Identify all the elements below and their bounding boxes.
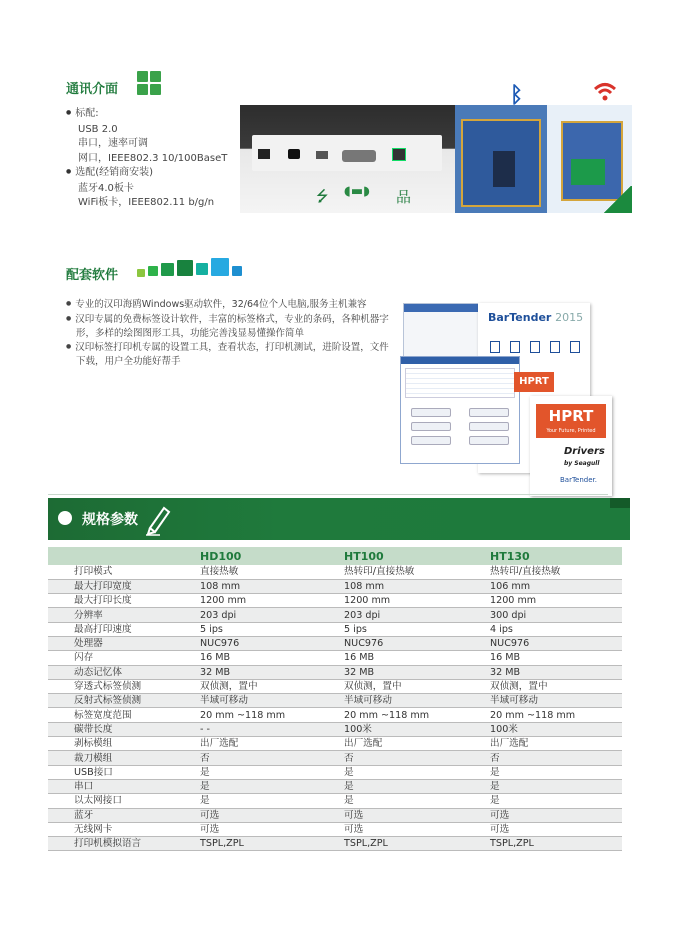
spec-table — [48, 547, 622, 851]
spec-value-cell: 4 ips — [486, 622, 622, 636]
table-row — [48, 808, 622, 822]
bartender-version: 2015 — [555, 311, 584, 324]
spec-value-cell: 出厂选配 — [486, 737, 622, 751]
spec-value-cell: 1200 mm — [340, 594, 486, 608]
optional-label: ● 选配(经销商安装) — [66, 166, 227, 182]
spec-label-cell: 分辨率 — [48, 608, 196, 622]
pencil-icon — [144, 502, 172, 536]
usb-port — [316, 151, 328, 159]
spec-value-cell: TSPL,ZPL — [486, 837, 622, 851]
spec-value-cell: 32 MB — [196, 665, 340, 679]
table-row — [48, 579, 622, 593]
spec-value-cell: 热转印/直接热敏 — [486, 565, 622, 579]
spec-value-cell: 双侦测，置中 — [486, 679, 622, 693]
spec-value-cell: 是 — [196, 765, 340, 779]
table-row — [48, 794, 622, 808]
power-socket — [288, 149, 300, 159]
spec-value-cell: 否 — [486, 751, 622, 765]
spec-label-cell: 处理器 — [48, 636, 196, 650]
standard-item: USB 2.0 — [78, 123, 118, 135]
spec-value-cell: 1200 mm — [486, 594, 622, 608]
spec-value-cell: 32 MB — [340, 665, 486, 679]
standard-item: 网口，IEEE802.3 10/100BaseT — [78, 152, 228, 164]
standard-item: 串口，速率可调 — [78, 138, 148, 149]
spec-value-cell: 1200 mm — [196, 594, 340, 608]
table-row — [48, 779, 622, 793]
spec-value-cell: TSPL,ZPL — [340, 837, 486, 851]
spec-value-cell: 可选 — [340, 822, 486, 836]
spec-label-cell: USB接口 — [48, 765, 196, 779]
windows-grid-icon — [137, 71, 161, 95]
interface-list — [66, 107, 227, 211]
color-tiles-decoration — [137, 258, 247, 280]
spec-label-cell: 剥标模组 — [48, 737, 196, 751]
hprt-logo: HPRT — [548, 407, 594, 425]
table-row — [48, 622, 622, 636]
spec-value-cell: 直接热敏 — [196, 565, 340, 579]
bluetooth-icon: ᛒ — [510, 83, 524, 108]
spec-value-cell: 20 mm ~118 mm — [196, 708, 340, 722]
spec-value-cell: 16 MB — [340, 651, 486, 665]
drivers-by: by Seagull — [564, 460, 600, 467]
table-row — [48, 822, 622, 836]
drivers-bartender: BarTender. — [560, 476, 598, 484]
standard-label: ● 标配: — [66, 107, 227, 123]
spec-value-cell: 是 — [486, 779, 622, 793]
spec-value-cell: NUC976 — [340, 636, 486, 650]
spec-value-cell: 可选 — [196, 822, 340, 836]
software-item: ● 专业的汉印海鸥Windows驱动软件，32/64位个人电脑,服务主机兼容 — [66, 298, 391, 313]
spec-header-row — [48, 547, 622, 565]
spec-header-cell: HD100 — [196, 547, 340, 565]
spec-value-cell: 可选 — [340, 808, 486, 822]
specs-banner — [48, 498, 630, 540]
bullet-dot-icon — [58, 511, 72, 525]
spec-value-cell: 32 MB — [486, 665, 622, 679]
spec-value-cell: 是 — [196, 794, 340, 808]
spec-value-cell: 半域可移动 — [340, 694, 486, 708]
serial-port — [342, 150, 376, 162]
spec-label-cell: 串口 — [48, 779, 196, 793]
software-heading: 配套软件 — [66, 268, 119, 283]
spec-value-cell: 否 — [340, 751, 486, 765]
usb-icon: ⭍ — [316, 187, 329, 205]
serial-icon: ◖▬◗ — [344, 184, 370, 199]
spec-value-cell: NUC976 — [196, 636, 340, 650]
table-row — [48, 651, 622, 665]
spec-label-cell: 反射式标签侦测 — [48, 694, 196, 708]
table-row — [48, 636, 622, 650]
spec-value-cell: 20 mm ~118 mm — [486, 708, 622, 722]
spec-value-cell: NUC976 — [486, 636, 622, 650]
spec-header-cell: HT100 — [340, 547, 486, 565]
table-row — [48, 608, 622, 622]
spec-label-cell: 穿透式标签侦测 — [48, 679, 196, 693]
spec-value-cell: 热转印/直接热敏 — [340, 565, 486, 579]
spec-label-cell: 最高打印速度 — [48, 622, 196, 636]
network-icon: 品 — [396, 188, 412, 206]
spec-value-cell: 是 — [486, 794, 622, 808]
spec-value-cell: 203 dpi — [340, 608, 486, 622]
software-item: ● 汉印标签打印机专属的设置工具，查看状态，打印机测试，进阶设置，文件下载，用户全功能好帮手 — [66, 341, 391, 369]
spec-value-cell: - - — [196, 722, 340, 736]
table-row — [48, 679, 622, 693]
spec-value-cell: 否 — [196, 751, 340, 765]
drivers-box — [530, 396, 612, 496]
specs-heading: 规格参数 — [82, 512, 138, 528]
hprt-tagline: Your Future, Printed — [546, 428, 596, 434]
spec-value-cell: 16 MB — [486, 651, 622, 665]
spec-header-cell — [48, 547, 196, 565]
spec-value-cell: 可选 — [196, 808, 340, 822]
spec-label-cell: 闪存 — [48, 651, 196, 665]
spec-value-cell: 双侦测，置中 — [340, 679, 486, 693]
interface-heading: 通讯介面 — [66, 82, 119, 97]
spec-value-cell: 半域可移动 — [196, 694, 340, 708]
spec-value-cell: 106 mm — [486, 579, 622, 593]
spec-label-cell: 打印机模拟语言 — [48, 837, 196, 851]
spec-label-cell: 以太网接口 — [48, 794, 196, 808]
spec-label-cell: 最大打印宽度 — [48, 579, 196, 593]
software-screenshot-front — [400, 356, 520, 464]
spec-label-cell: 标签宽度范围 — [48, 708, 196, 722]
spec-value-cell: 108 mm — [196, 579, 340, 593]
spec-value-cell: 203 dpi — [196, 608, 340, 622]
spec-value-cell: 半域可移动 — [486, 694, 622, 708]
spec-value-cell: 是 — [486, 765, 622, 779]
table-row — [48, 694, 622, 708]
table-row — [48, 737, 622, 751]
spec-value-cell: 可选 — [486, 808, 622, 822]
spec-value-cell: 20 mm ~118 mm — [340, 708, 486, 722]
spec-value-cell: 出厂选配 — [340, 737, 486, 751]
spec-value-cell: 双侦测，置中 — [196, 679, 340, 693]
software-item: ● 汉印专属的免费标签设计软件，丰富的标签格式，专业的条码，各种机器字形，多样的绘图图形工具，功能完善浅显易懂操作简单 — [66, 313, 391, 341]
spec-label-cell: 裁刀模组 — [48, 751, 196, 765]
table-row — [48, 722, 622, 736]
spec-value-cell: 16 MB — [196, 651, 340, 665]
spec-value-cell: 5 ips — [196, 622, 340, 636]
spec-label-cell: 蓝牙 — [48, 808, 196, 822]
spec-value-cell: 是 — [340, 765, 486, 779]
spec-label-cell: 无线网卡 — [48, 822, 196, 836]
spec-value-cell: 300 dpi — [486, 608, 622, 622]
spec-value-cell: 是 — [340, 794, 486, 808]
spec-label-cell: 最大打印长度 — [48, 594, 196, 608]
hprt-logo-small: HPRT — [514, 372, 554, 392]
bartender-logo: BarTender — [488, 311, 552, 324]
ethernet-port — [392, 148, 406, 161]
software-list — [66, 298, 391, 369]
spec-value-cell: 5 ips — [340, 622, 486, 636]
spec-value-cell: 是 — [196, 779, 340, 793]
spec-value-cell: 出厂选配 — [196, 737, 340, 751]
spec-label-cell: 碳带长度 — [48, 722, 196, 736]
table-row — [48, 565, 622, 579]
power-switch — [258, 149, 270, 159]
optional-item: 蓝牙4.0板卡 — [78, 182, 134, 194]
spec-label-cell: 动态记忆体 — [48, 665, 196, 679]
spec-value-cell: 100米 — [340, 722, 486, 736]
spec-value-cell: TSPL,ZPL — [196, 837, 340, 851]
table-row — [48, 594, 622, 608]
spec-value-cell: 是 — [340, 779, 486, 793]
banner-fold — [610, 498, 630, 508]
spec-value-cell: 100米 — [486, 722, 622, 736]
wifi-icon — [592, 80, 618, 102]
drivers-label: Drivers — [564, 446, 605, 457]
table-row — [48, 665, 622, 679]
spec-header-cell: HT130 — [486, 547, 622, 565]
spec-value-cell: 可选 — [486, 822, 622, 836]
table-row — [48, 837, 622, 851]
spec-value-cell: 108 mm — [340, 579, 486, 593]
table-row — [48, 751, 622, 765]
table-row — [48, 765, 622, 779]
optional-item: WiFi板卡，IEEE802.11 b/g/n — [78, 197, 215, 208]
bluetooth-board-photo — [455, 105, 547, 213]
corner-accent — [602, 186, 632, 213]
table-row — [48, 708, 622, 722]
spec-label-cell: 打印模式 — [48, 565, 196, 579]
